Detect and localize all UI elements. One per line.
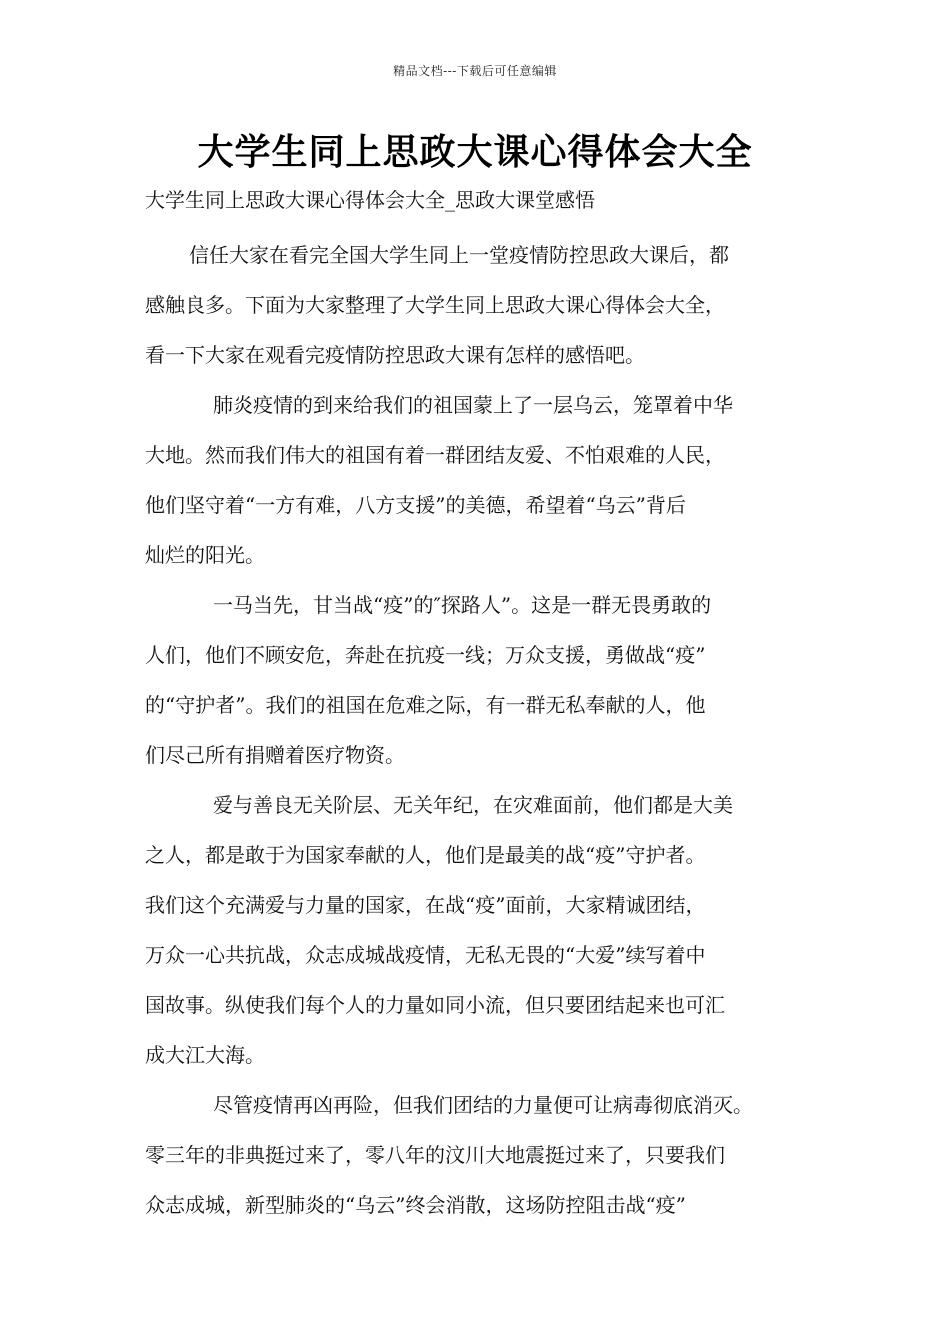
paragraph-line: 众志成城，新型肺炎的“乌云”终会消散，这场防控阻击战“疫”: [145, 1193, 686, 1217]
document-body: [145, 230, 825, 1230]
paragraph-line: 我们这个充满爱与力量的国家，在战“疫”面前，大家精诚团结，: [145, 893, 706, 917]
document-subtitle: 大学生同上思政大课心得体会大全_思政大课堂感悟: [145, 188, 595, 212]
paragraph-line: 看一下大家在观看完疫情防控思政大课有怎样的感悟吧。: [145, 343, 645, 367]
paragraph-5: [145, 1080, 825, 1230]
paragraph-line: 大地。然而我们伟大的祖国有着一群团结友爱、不怕艰难的人民，: [145, 443, 725, 467]
paragraph-line: 国故事。纵使我们每个人的力量如同小流，但只要团结起来也可汇: [145, 993, 725, 1017]
paragraph-2: [145, 380, 825, 580]
paragraph-line: 他们坚守着“一方有难，八方支援”的美德，希望着“乌云”背后: [145, 493, 686, 517]
paragraph-line: 们尽己所有捐赠着医疗物资。: [145, 743, 405, 767]
paragraph-line: 尽管疫情再凶再险，但我们团结的力量便可让病毒彻底消灭。: [213, 1093, 753, 1117]
paragraph-line: 人们，他们不顾安危，奔赴在抗疫一线；万众支援，勇做战“疫”: [145, 643, 706, 667]
paragraph-3: [145, 580, 825, 780]
paragraph-line: 的“守护者”。我们的祖国在危难之际，有一群无私奉献的人，他: [145, 693, 706, 717]
header-note: 精品文档---下载后可任意编辑: [393, 64, 557, 78]
paragraph-line: 爱与善良无关阶层、无关年纪，在灾难面前，他们都是大美: [213, 793, 733, 817]
paragraph-line: 零三年的非典挺过来了，零八年的汶川大地震挺过来了，只要我们: [145, 1143, 725, 1167]
paragraph-line: 感触良多。下面为大家整理了大学生同上思政大课心得体会大全，: [145, 293, 725, 317]
paragraph-line: 一马当先，甘当战“疫”的″探路人”。这是一群无畏勇敢的: [213, 593, 712, 617]
paragraph-line: 成大江大海。: [145, 1043, 265, 1067]
document-title: 大学生同上思政大课心得体会大全: [197, 132, 753, 173]
paragraph-line: 万众一心共抗战，众志成城战疫情，无私无畏的“大爱”续写着中: [145, 943, 706, 967]
paragraph-line: 之人，都是敢于为国家奉献的人，他们是最美的战“疫”守护者。: [145, 843, 706, 867]
paragraph-line: 信任大家在看完全国大学生同上一堂疫情防控思政大课后，都: [189, 243, 729, 267]
paragraph-1: [145, 230, 825, 380]
paragraph-4: [145, 780, 825, 1080]
paragraph-line: 肺炎疫情的到来给我们的祖国蒙上了一层乌云，笼罩着中华: [213, 393, 733, 417]
paragraph-line: 灿烂的阳光。: [145, 543, 265, 567]
